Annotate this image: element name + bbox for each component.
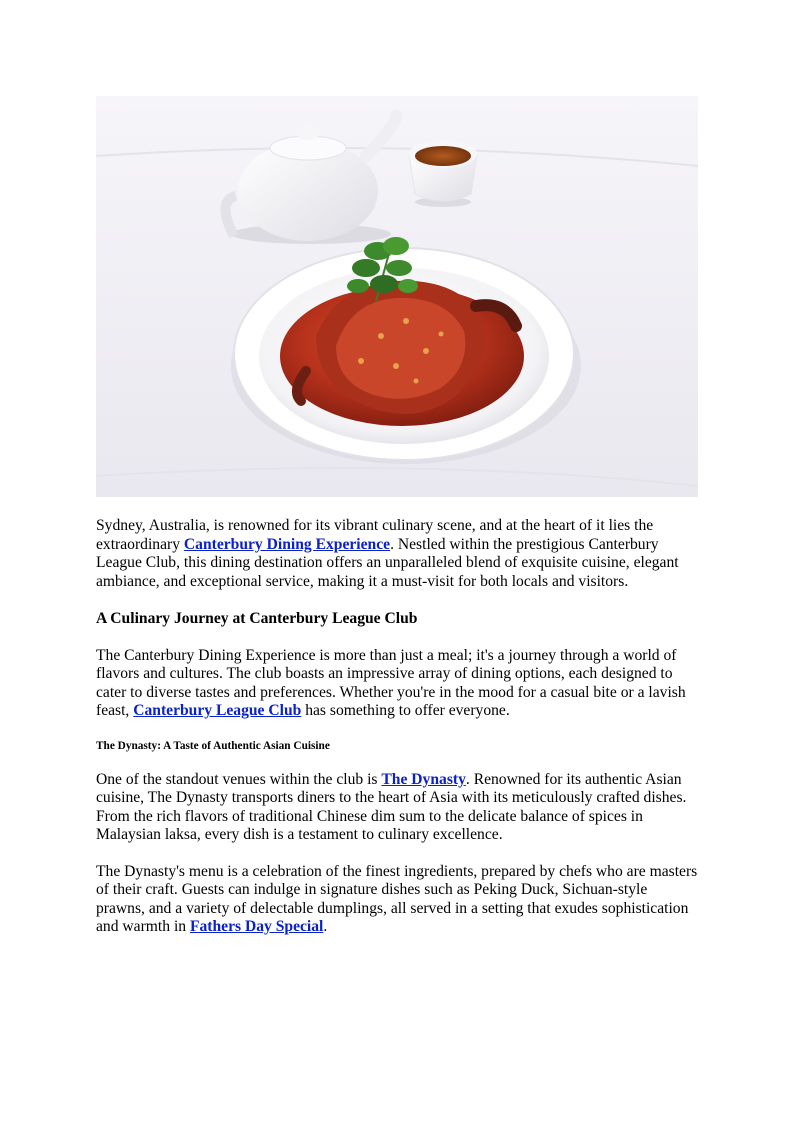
canterbury-dining-link[interactable]: Canterbury Dining Experience: [183, 535, 391, 553]
dynasty-text: One of the standout venues within the club is: [96, 770, 382, 788]
section-heading-culinary-journey: A Culinary Journey at Canterbury League Club: [96, 610, 418, 627]
fathers-day-special-link[interactable]: Fathers Day Special: [189, 918, 324, 935]
section-heading-dynasty: The Dynasty: A Taste of Authentic Asian Cuisine: [96, 739, 330, 752]
canterbury-league-club-link[interactable]: Canterbury League Club: [133, 702, 302, 719]
intro-paragraph: [96, 517, 700, 591]
the-dynasty-link[interactable]: The Dynasty: [381, 770, 466, 788]
dynasty-menu-text: The Dynasty's menu is a celebration of the finest ingredients, prepared by chefs who are masters of their craft. Guests can indulge in signature dishes such as Peking Duck, Sichuan-style prawns, and a variety of delectable dumplings, all served in a setting that exudes sophistication and warmth in: [96, 862, 698, 935]
dynasty-text-cont: . Renowned for its authentic Asian cuisine, The Dynasty transports diners to the heart of Asia with its meticulously crafted dishes. From the rich flavors of traditional Chinese dim sum to the delicate balance of spices in Malaysian laksa, every dish is a testament to culinary excellence.: [96, 770, 687, 843]
article-body: [96, 517, 700, 955]
culinary-text: The Canterbury Dining Experience is more than just a meal; it's a journey through a world of flavors and cultures. The club boasts an impressive array of dining options, each designed to cater to diverse tastes and preferences. Whether you're in the mood for a casual bite or a lavish feast,: [96, 646, 686, 719]
dynasty-paragraph-2: [96, 863, 700, 937]
culinary-journey-paragraph: [96, 647, 700, 721]
dynasty-menu-text-cont: .: [323, 918, 328, 935]
intro-text-cont: . Nestled within the prestigious Canterbury League Club, this dining destination offers an unparalleled blend of exquisite cuisine, elegant ambiance, and exceptional service, making it a must-visit for both locals and visitors.: [96, 535, 679, 590]
hero-image: [96, 96, 698, 497]
culinary-text-cont: has something to offer everyone.: [301, 702, 510, 719]
intro-text: Sydney, Australia, is renowned for its vibrant culinary scene, and at the heart of it lies the extraordinary: [96, 517, 654, 553]
dynasty-paragraph-1: [96, 771, 700, 845]
